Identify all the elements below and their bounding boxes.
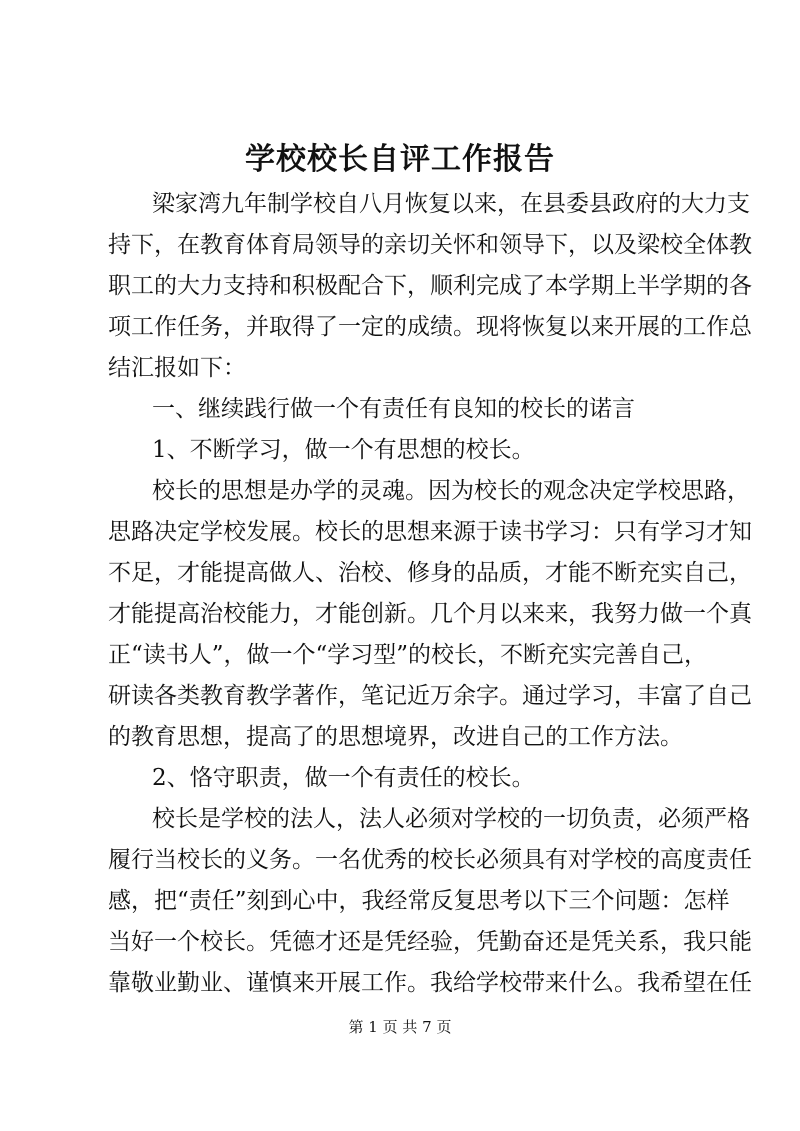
body-line: 校长的思想是办学的灵魂。因为校长的观念决定学校思路， <box>152 478 750 504</box>
page-title: 学校校长自评工作报告 <box>245 142 555 177</box>
section-heading: 一、继续践行做一个有责任有良知的校长的诺言 <box>152 396 635 422</box>
body-line: 持下，在教育体育局领导的亲切关怀和领导下，以及梁校全体教 <box>108 232 752 258</box>
body-line: 履行当校长的义务。一名优秀的校长必须具有对学校的高度责任 <box>108 847 752 873</box>
subsection-heading: 2、恪守职责，做一个有责任的校长。 <box>152 765 535 791</box>
body-line: 靠敬业勤业、谨慎来开展工作。我给学校带来什么。我希望在任 <box>108 970 752 996</box>
body-line: 当好一个校长。凭德才还是凭经验，凭勤奋还是凭关系，我只能 <box>108 929 752 955</box>
body-line: 研读各类教育教学著作，笔记近万余字。通过学习，丰富了自己 <box>108 683 752 709</box>
body-line: 不足，才能提高做人、治校、修身的品质，才能不断充实自己， <box>108 560 752 586</box>
body-line: 职工的大力支持和积极配合下，顺利完成了本学期上半学期的各 <box>108 273 752 299</box>
page-number-footer: 第 1 页 共 7 页 <box>348 1018 452 1036</box>
body-line: 感，把“责任”刻到心中，我经常反复思考以下三个问题：怎样 <box>108 888 730 914</box>
body-line: 的教育思想，提高了的思想境界，改进自己的工作方法。 <box>108 724 683 750</box>
body-line: 结汇报如下： <box>108 355 246 381</box>
subsection-heading: 1、不断学习，做一个有思想的校长。 <box>152 437 535 463</box>
body-line: 项工作任务，并取得了一定的成绩。现将恢复以来开展的工作总 <box>108 314 752 340</box>
body-line: 校长是学校的法人，法人必须对学校的一切负责，必须严格 <box>152 806 750 832</box>
body-line: 才能提高治校能力，才能创新。几个月以来来，我努力做一个真 <box>108 601 752 627</box>
body-line: 正“读书人”，做一个“学习型”的校长，不断充实完善自己， <box>108 642 708 668</box>
body-line: 思路决定学校发展。校长的思想来源于读书学习：只有学习才知 <box>108 519 752 545</box>
body-line: 梁家湾九年制学校自八月恢复以来，在县委县政府的大力支 <box>152 191 750 217</box>
